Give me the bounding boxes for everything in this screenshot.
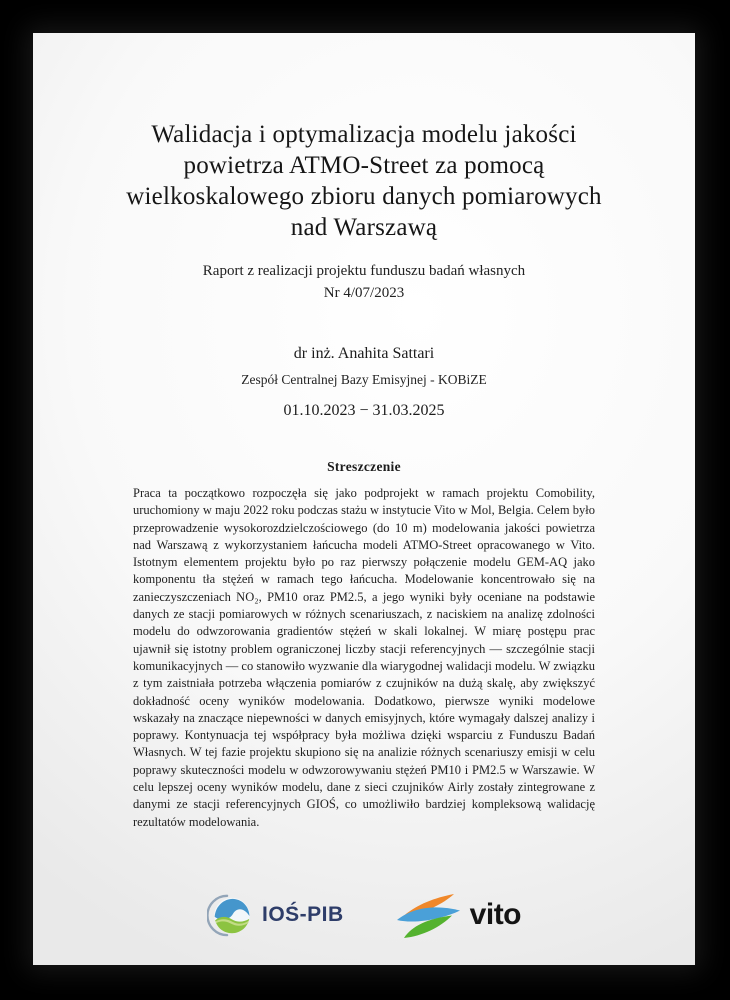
page-title-line: Walidacja i optymalizacja modelu jakości (151, 121, 577, 148)
document-page (33, 33, 695, 965)
vito-swoosh-icon (396, 891, 462, 939)
author-affiliation: Zespół Centralnej Bazy Emisyjnej - KOBiZE (241, 372, 487, 387)
page-title-line: nad Warszawą (290, 214, 438, 241)
footer-logos (207, 891, 521, 939)
ios-pib-logo (207, 892, 344, 938)
abstract-heading: Streszczenie (327, 459, 401, 474)
ios-pib-wordmark: IOŚ-PIB (261, 902, 344, 926)
page-title (126, 119, 601, 243)
report-subtitle (203, 260, 525, 304)
report-subtitle-line: Raport z realizacji projektu funduszu badań własnych (202, 263, 526, 279)
vito-logo (396, 891, 521, 939)
author-name: dr inż. Anahita Sattari (293, 345, 435, 362)
project-dates: 01.10.2023 − 31.03.2025 (283, 402, 445, 419)
vito-wordmark: vito (469, 897, 522, 931)
report-number: Nr 4/07/2023 (323, 285, 405, 301)
ios-pib-globe-icon (207, 892, 253, 938)
abstract-section (133, 459, 595, 831)
abstract-text: Praca ta początkowo rozpoczęła się jako podprojekt w ramach projektu Comobility, uruchomiony w maju 2022 roku podczas stażu w instytucie Vito w Mol, Belgia. Celem było przeprowadzenie wysokorozdzielczościowego (do 10 m) modelowania jakości powietrza nad Warszawą z wykorzystaniem łańcucha modeli ATMO-Street opracowanego w Vito. Istotnym elementem projektu było po raz pierwszy połączenie modelu GEM-AQ jako komponentu tła stężeń w ramach tego łańcucha. Modelowanie koncentrowało się na zanieczyszczeniach NO₂, PM10 oraz PM2.5, a jego wyniki były oceniane na podstawie danych ze stacji pomiarowych w różnych scenariuszach, z naciskiem na analizę zdolności modelu do odwzorowania gradientów stężeń w skali lokalnej. W miarę postępu prac ujawnił się istotny problem ograniczonej liczby stacji referencyjnych — szczególnie stacji komunikacyjnych — co stanowiło wyzwanie dla wiarygodnej walidacji modelu. W związku z tym zaistniała potrzeba włączenia pomiarów z czujników na dużą skalę, aby zwiększyć dokładność oceny wyników modelowania. Dodatkowo, pierwsze wyniki modelowe wskazały na znaczące niepewności w danych emisyjnych, które wymagały dalszej analizy i poprawy. Kontynuacja tej współpracy była możliwa dzięki wsparciu z Funduszu Badań Własnych. W tej fazie projektu skupiono się na analizie różnych scenariuszy emisji w celu poprawy skuteczności modelu w odwzorowywaniu stężeń PM10 i PM2.5 w Warszawie. W celu lepszej oceny wyników modelu, dane z sieci czujników Airly zostały zintegrowane z danymi ze stacji referencyjnych GIOŚ, co umożliwiło bardziej kompleksową walidację rezultatów modelowania. (133, 486, 595, 829)
page-title-line: wielkoskalowego zbioru danych pomiarowych (126, 183, 602, 210)
page-title-line: powietrza ATMO-Street za pomocą (183, 152, 545, 179)
